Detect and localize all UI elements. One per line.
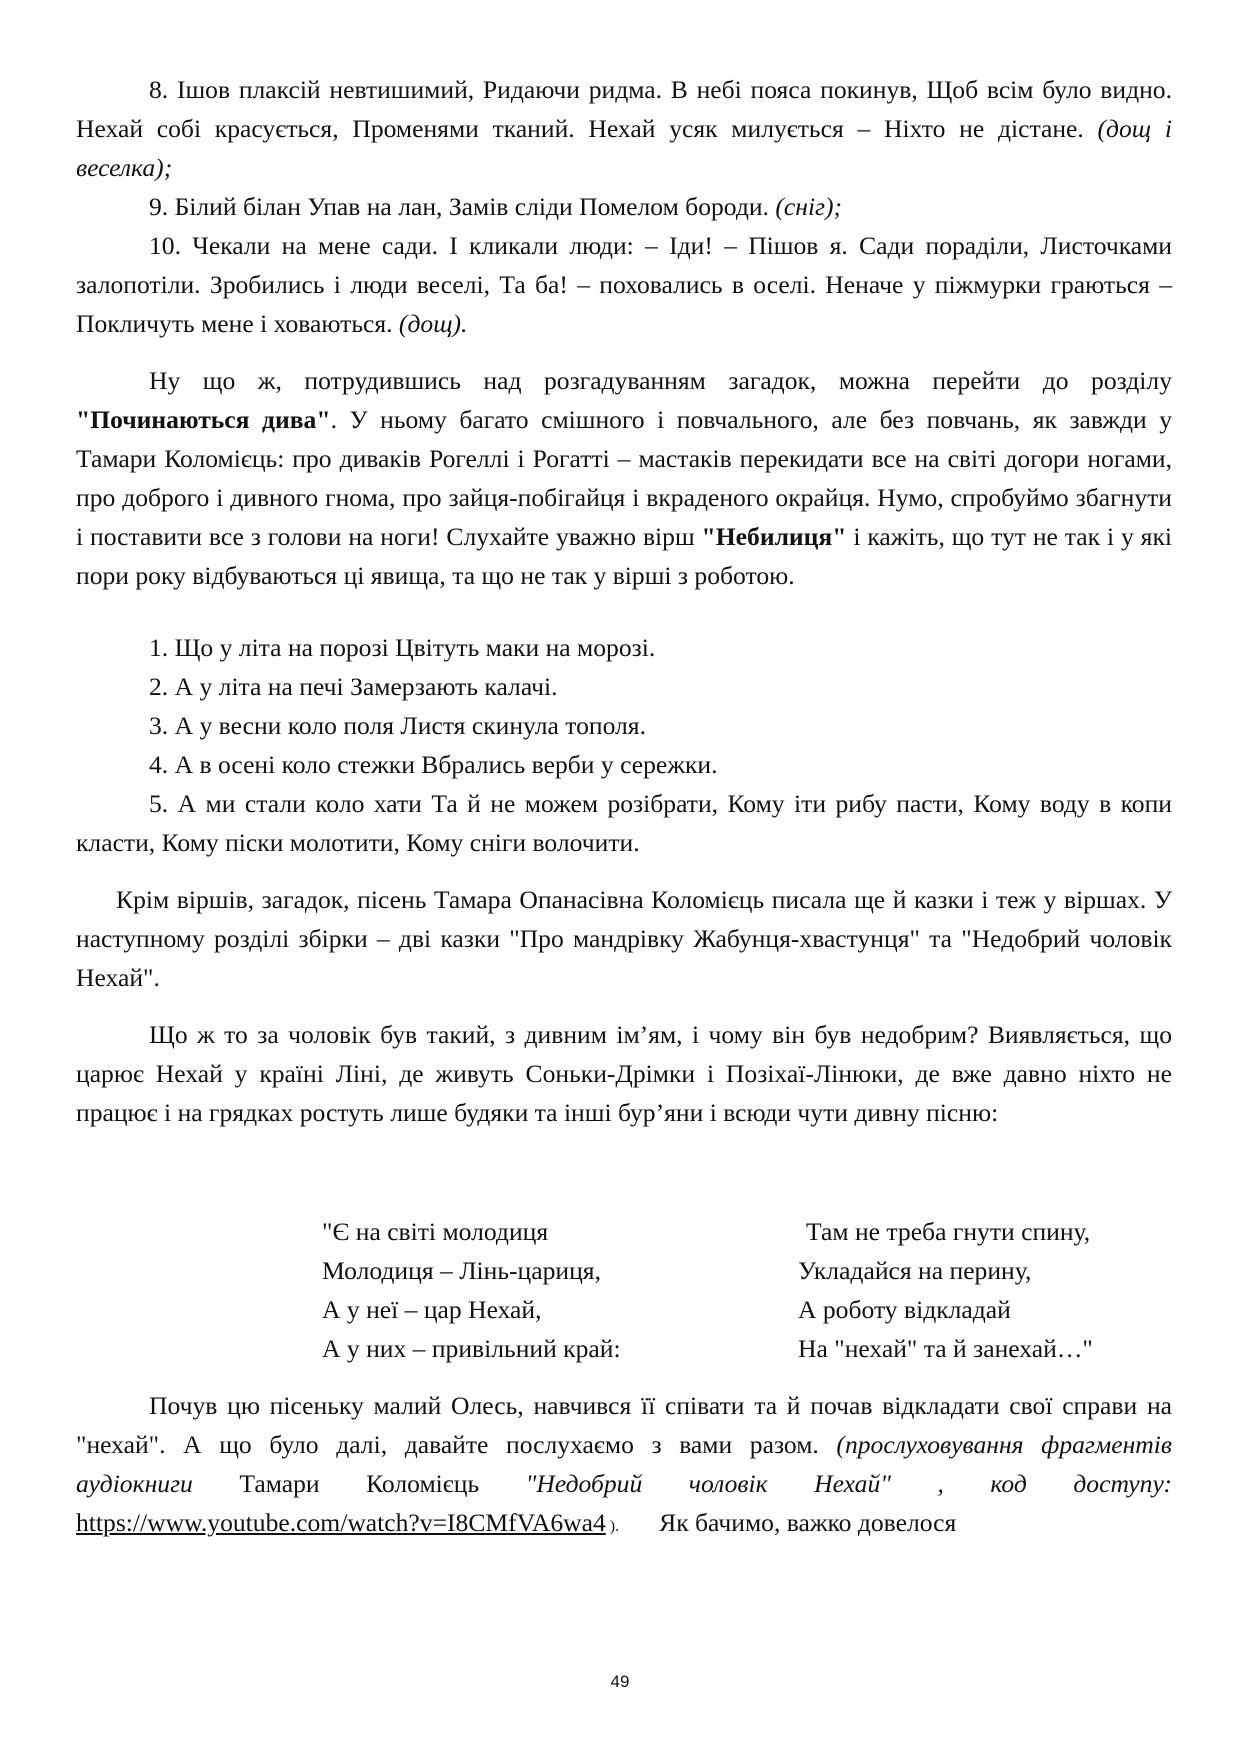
text-span: ). — [605, 1518, 620, 1535]
list-item: 4. А в осені коло стежки Вбрались верби у сережки. — [149, 750, 718, 779]
text-span: і кажіть, що тут не так і у які пори року відбуваються ці явища, та що не так у вірші з роботою. — [76, 522, 1172, 590]
page-number: 49 — [610, 1672, 630, 1691]
poem-line: Укладайся на перину, — [798, 1256, 1032, 1285]
riddle-8 — [76, 70, 1172, 187]
riddle-10 — [76, 226, 1172, 343]
riddle-answer: (дощ і веселка); — [76, 114, 1172, 182]
list-item: 2. А у літа на печі Замерзають калачі. — [149, 672, 558, 701]
poem-line: "Є на світі молодиця — [322, 1217, 549, 1246]
book-title: "Недобрий чоловік Нехай" — [525, 1469, 891, 1498]
riddle-answer: (дощ). — [398, 309, 468, 338]
poem-line: А роботу відкладай — [798, 1295, 1011, 1324]
song-quote — [76, 1212, 1172, 1368]
poem-line: Там не треба гнути спину, — [806, 1217, 1091, 1246]
italic-span: , код доступу: — [891, 1469, 1172, 1498]
text-span: . У ньому багато смішного і повчального, але без повчань, як завжди у Тамари Коломієць: про диваків Рогеллі і Рогатті – мастаків перекидати все на світі догори ногами, про доброго і дивного гнома, про зайця-побігайця і вкраденого окрайця. Нумо, спробуймо збагнути і поставити все з голови на ноги! Слухайте уважно вірш — [76, 405, 1172, 551]
youtube-link[interactable]: https://www.youtube.com/watch?v=I8CMfVA6wa4 — [76, 1508, 606, 1537]
riddle-9 — [76, 187, 1172, 226]
poem-line: Молодиця – Лінь-цариця, — [322, 1256, 601, 1285]
riddle-text: 10. Чекали на мене сади. І кликали люди: – Іди! – Пішов я. Сади порaділи, Листочками залопотіли. Зробились і люди веселі, Та ба! – поховались в оселі. Неначе у піжмурки граються – Покличуть мене і ховаються. — [76, 231, 1172, 338]
list-item: 1. Що у літа на порозі Цвітуть маки на морозі. — [149, 633, 656, 662]
paragraph-nehai: Що ж то за чоловік був такий, з дивним ім’ям, і чому він був недобрим? Виявляється, що царює Нехай у країні Ліні, де живуть Соньки-Дрімки і Позіхаї-Лінюки, де вже давно ніхто не працює і на грядках ростуть лише будяки та інші бур’яни і всюди чути дивну пісню: — [76, 1020, 1172, 1127]
poem-left-column — [322, 1212, 621, 1368]
poem-right-column — [798, 1212, 1093, 1368]
paragraph-chudesa — [76, 361, 1172, 595]
nebylytsia-list — [76, 628, 1172, 862]
paragraph-oles — [76, 1386, 1172, 1546]
riddle-answer: (сніг); — [775, 192, 843, 221]
text-span: Почув цю пісеньку малий Олесь, навчився її співати та й почав відкладати свої справи на "нехай". А що було далі, давайте послухаємо з вами разом. — [76, 1391, 1172, 1459]
poem-line: А у них – привільний край: — [322, 1334, 621, 1363]
text-span: Тамари Коломієць — [192, 1469, 526, 1498]
poem-line: На "нехай" та й занехай…" — [798, 1334, 1093, 1363]
list-item: 5. А ми стали коло хати Та й не можем розібрати, Кому іти рибу пасти, Кому воду в копи класти, Кому піски молотити, Кому сніги волочити. — [76, 789, 1172, 857]
document-page — [76, 70, 1172, 1546]
riddle-text: 9. Білий білан Упав на лан, Замів сліди Помелом бороди. — [149, 192, 776, 221]
list-item: 3. А у весни коло поля Листя скинула тополя. — [149, 711, 646, 740]
italic-span: (прослуховування фрагментів аудіокниги — [76, 1430, 1172, 1498]
poem-line: А у неї – цар Нехай, — [322, 1295, 542, 1324]
poem-title: "Небилиця" — [701, 522, 847, 551]
section-title: "Починаються дива" — [76, 405, 331, 434]
text-span: Як бачимо, важко довелося — [659, 1508, 957, 1537]
paragraph-kazky: Крім віршів, загадок, пісень Тамара Опанасівна Коломієць писала ще й казки і теж у віршах. У наступному розділі збірки – дві казки "Про мандрівку Жабунця-хвастунця" та "Недобрий чоловік Нехай". — [76, 885, 1172, 992]
text-span: Ну що ж, потрудившись над розгадуванням загадок, можна перейти до розділу — [149, 366, 1172, 395]
riddle-text: 8. Ішов плаксій невтишимий, Ридаючи ридма. В небі пояса покинув, Щоб всім було видно. Нехай собі красується, Променями тканий. Нехай усяк милується – Ніхто не дістане. — [76, 75, 1172, 143]
